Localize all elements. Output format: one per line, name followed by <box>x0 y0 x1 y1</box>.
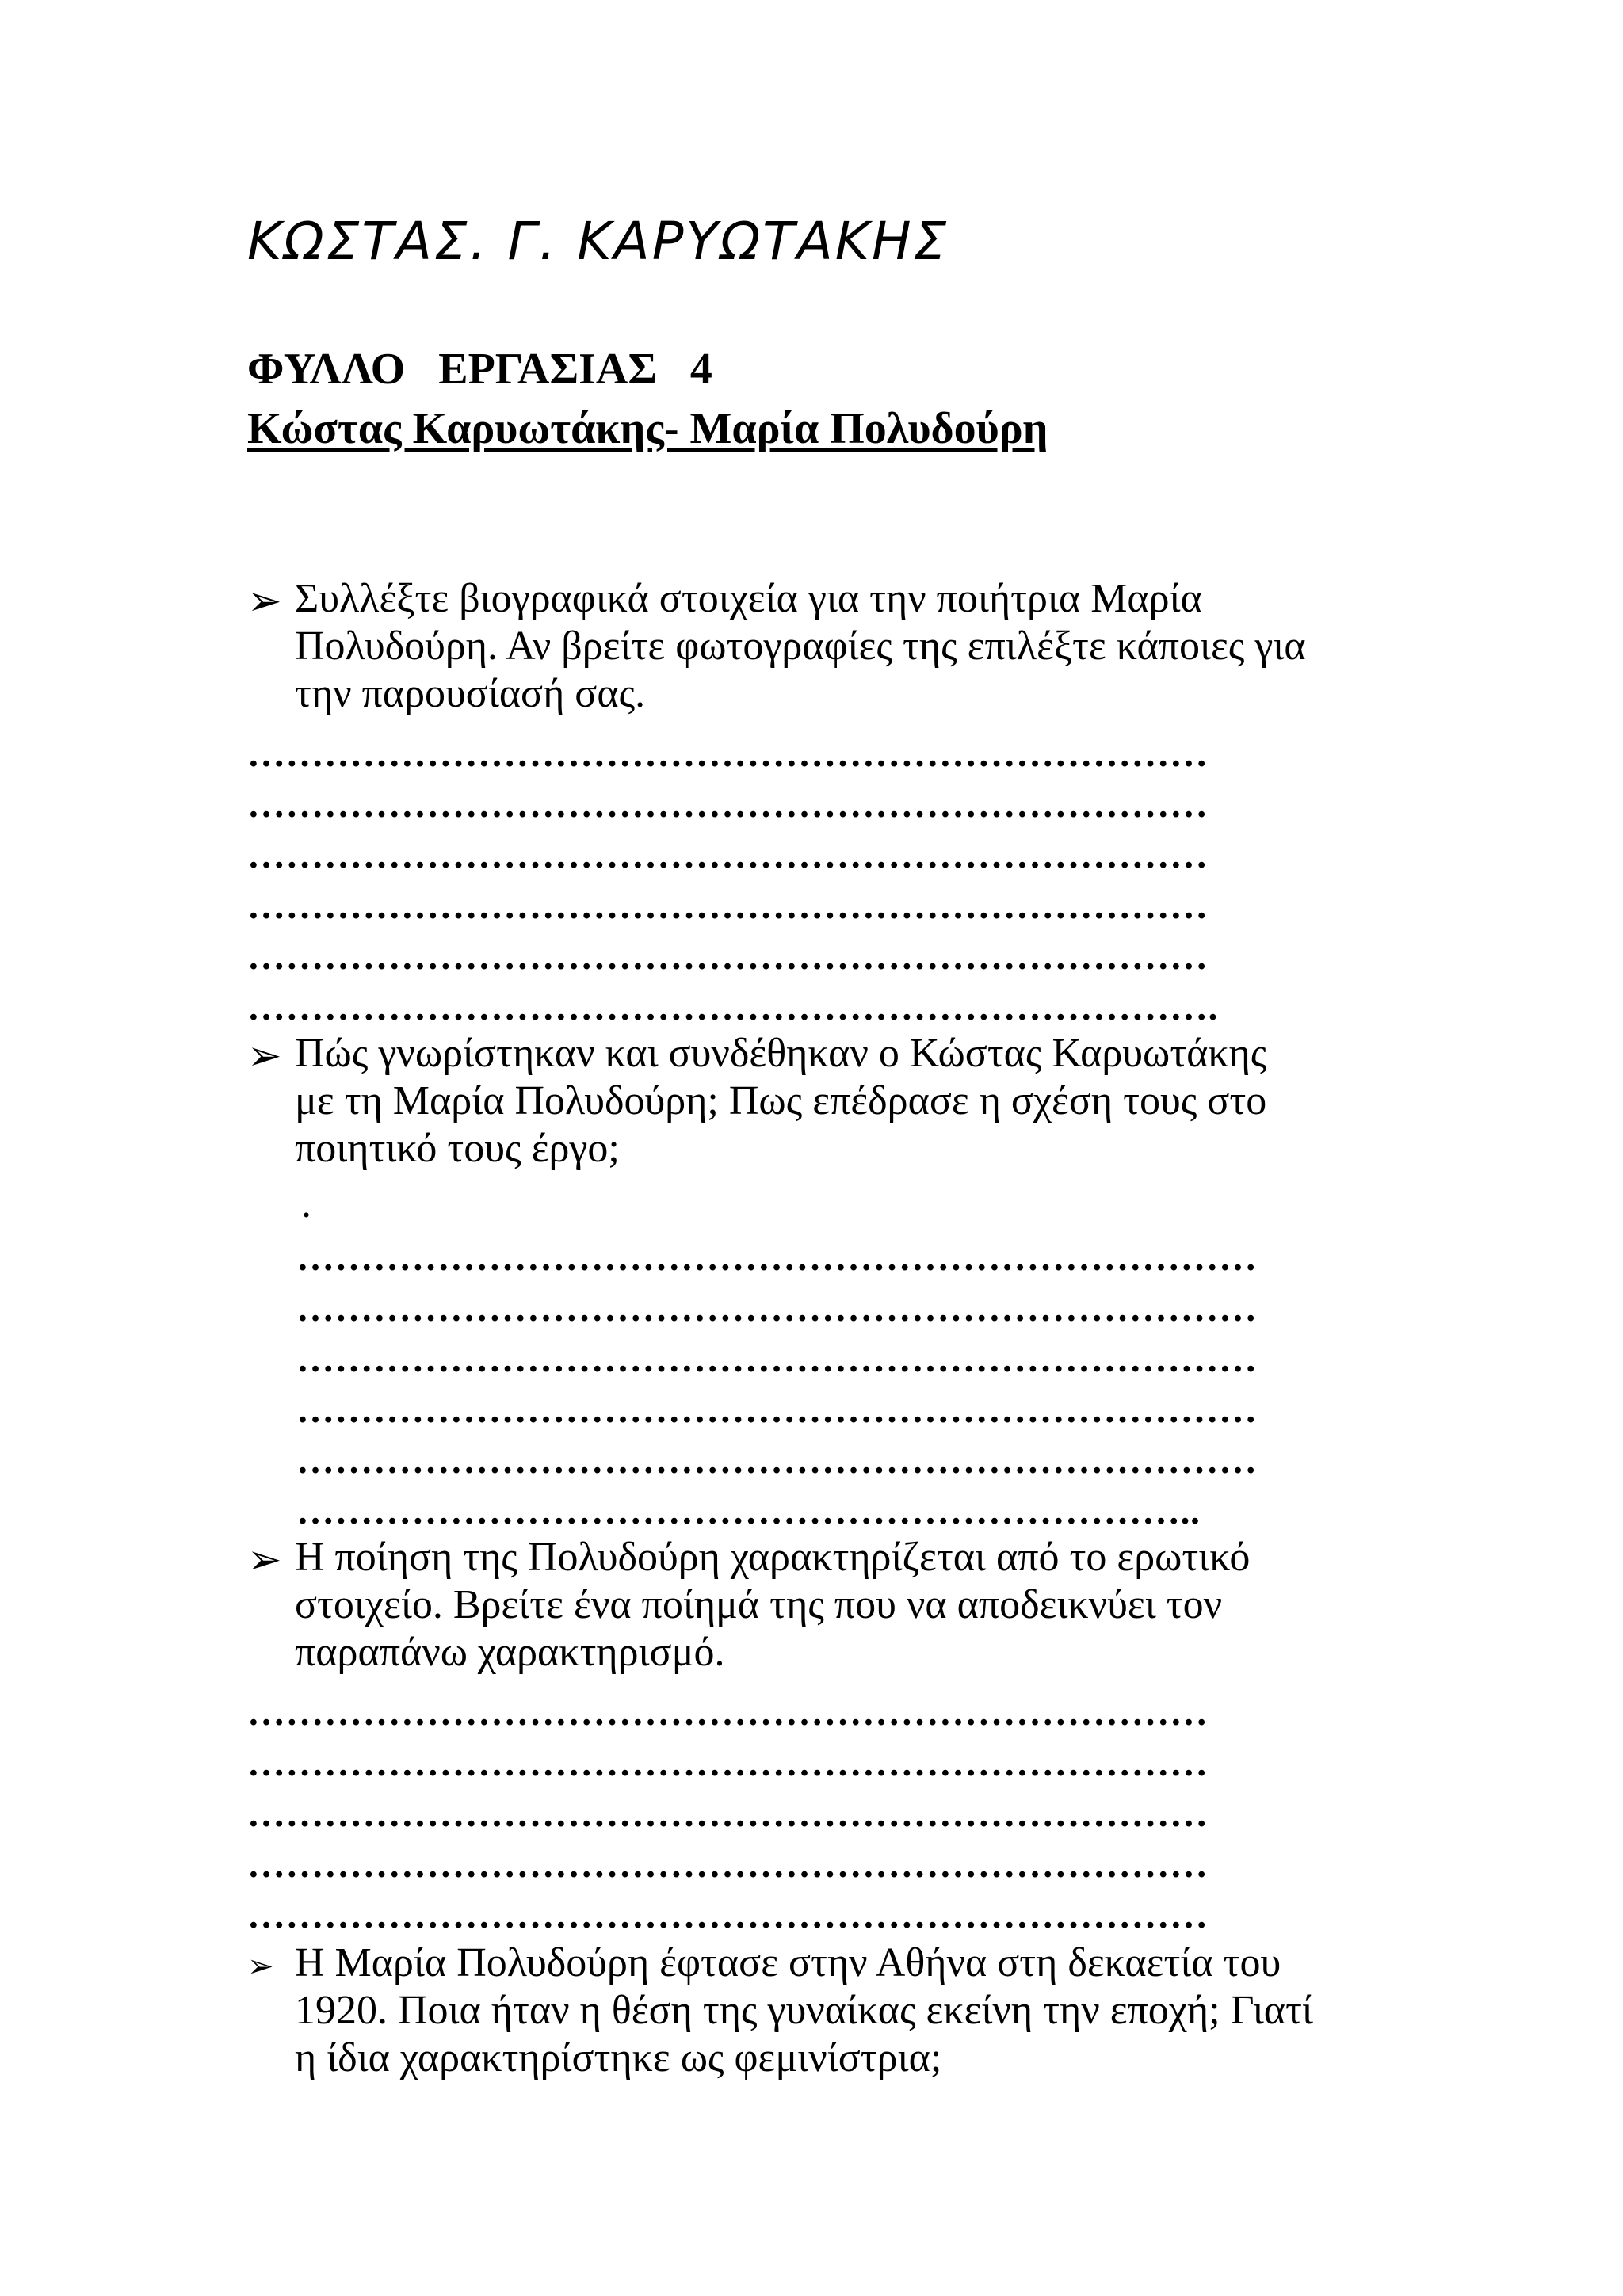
question-line: 1920. Ποια ήταν η θέση της γυναίκας εκείνη την εποχή; Γιατί <box>295 1988 1313 2033</box>
worksheet-title: ΦΥΛΛΟ ΕΡΓΑΣΙΑΣ 4 <box>247 345 712 394</box>
answer-dotted-line[interactable]: ………………………………………………………………… <box>296 1287 1258 1329</box>
answer-dotted-line[interactable]: ………………………………………………………………… <box>247 784 1209 826</box>
answer-lines-3 <box>247 1688 1209 1941</box>
stray-period: . <box>301 1181 311 1226</box>
question-line: Συλλέξτε βιογραφικά στοιχεία για την ποιήτρια Μαρία <box>295 576 1202 621</box>
bullet-arrow-icon: ➢ <box>247 1034 282 1079</box>
question-line: παραπάνω χαρακτηρισμό. <box>295 1630 725 1675</box>
question-line: Η ποίηση της Πολυδούρη χαρακτηρίζεται από το ερωτικό <box>295 1535 1251 1580</box>
question-1 <box>295 575 1420 718</box>
answer-dotted-line[interactable]: ………………………………………………………………… <box>247 1793 1209 1835</box>
question-line: στοιχείο. Βρείτε ένα ποίημά της που να αποδεικνύει τον <box>295 1582 1223 1627</box>
answer-dotted-line[interactable]: ………………………………………………………………… <box>296 1338 1258 1380</box>
question-3 <box>295 1534 1420 1676</box>
question-line: Πολυδούρη. Αν βρείτε φωτογραφίες της επιλέξτε κάποιες για <box>295 624 1306 669</box>
question-line: με τη Μαρία Πολυδούρη; Πως επέδρασε η σχέση τους στο <box>295 1078 1267 1123</box>
answer-dotted-line[interactable]: ………………………………………………………………… <box>247 733 1209 775</box>
answer-dotted-line[interactable]: …………………………………………………………….. <box>296 1490 1201 1532</box>
question-line: Η Μαρία Πολυδούρη έφτασε στην Αθήνα στη δεκαετία του <box>295 1940 1281 1985</box>
question-line: Πώς γνωρίστηκαν και συνδέθηκαν ο Κώστας Καρυωτάκης <box>295 1031 1267 1076</box>
answer-dotted-line[interactable]: ………………………………………………………………… <box>247 1742 1209 1784</box>
author-heading: ΚΩΣΤΑΣ. Γ. ΚΑΡΥΩΤΑΚΗΣ <box>247 211 949 272</box>
answer-dotted-line[interactable]: ………………………………………………………………… <box>247 936 1209 978</box>
bullet-arrow-icon: ➢ <box>247 1948 274 1984</box>
answer-lines-1 <box>247 729 1218 1033</box>
answer-dotted-line[interactable]: ………………………………………………………………… <box>296 1440 1258 1482</box>
answer-lines-2 <box>296 1233 1258 1537</box>
bullet-arrow-icon: ➢ <box>247 579 282 624</box>
answer-dotted-line[interactable]: ………………………………………………………………… <box>296 1237 1258 1279</box>
question-2 <box>295 1030 1420 1173</box>
answer-dotted-line[interactable]: ………………………………………………………………… <box>296 1389 1258 1431</box>
answer-dotted-line[interactable]: ………………………………………………………………… <box>247 1844 1209 1886</box>
answer-dotted-line[interactable]: ………………………………………………………………… <box>247 834 1209 876</box>
answer-dotted-line[interactable]: ………………………………………………………………… <box>247 885 1209 927</box>
question-4 <box>295 1939 1420 2082</box>
answer-dotted-line[interactable]: ………………………………………………………………… <box>247 1894 1209 1936</box>
answer-dotted-line[interactable]: ………………………………………………………………… <box>247 1691 1209 1733</box>
question-line: η ίδια χαρακτηρίστηκε ως φεμινίστρια; <box>295 2035 942 2081</box>
answer-dotted-line[interactable]: …………………………………………………………………. <box>247 986 1218 1028</box>
worksheet-subtitle: Κώστας Καρυωτάκης- Μαρία Πολυδούρη <box>247 404 1048 453</box>
question-line: την παρουσίασή σας. <box>295 671 646 716</box>
question-line: ποιητικό τους έργο; <box>295 1126 620 1171</box>
bullet-arrow-icon: ➢ <box>247 1538 282 1583</box>
